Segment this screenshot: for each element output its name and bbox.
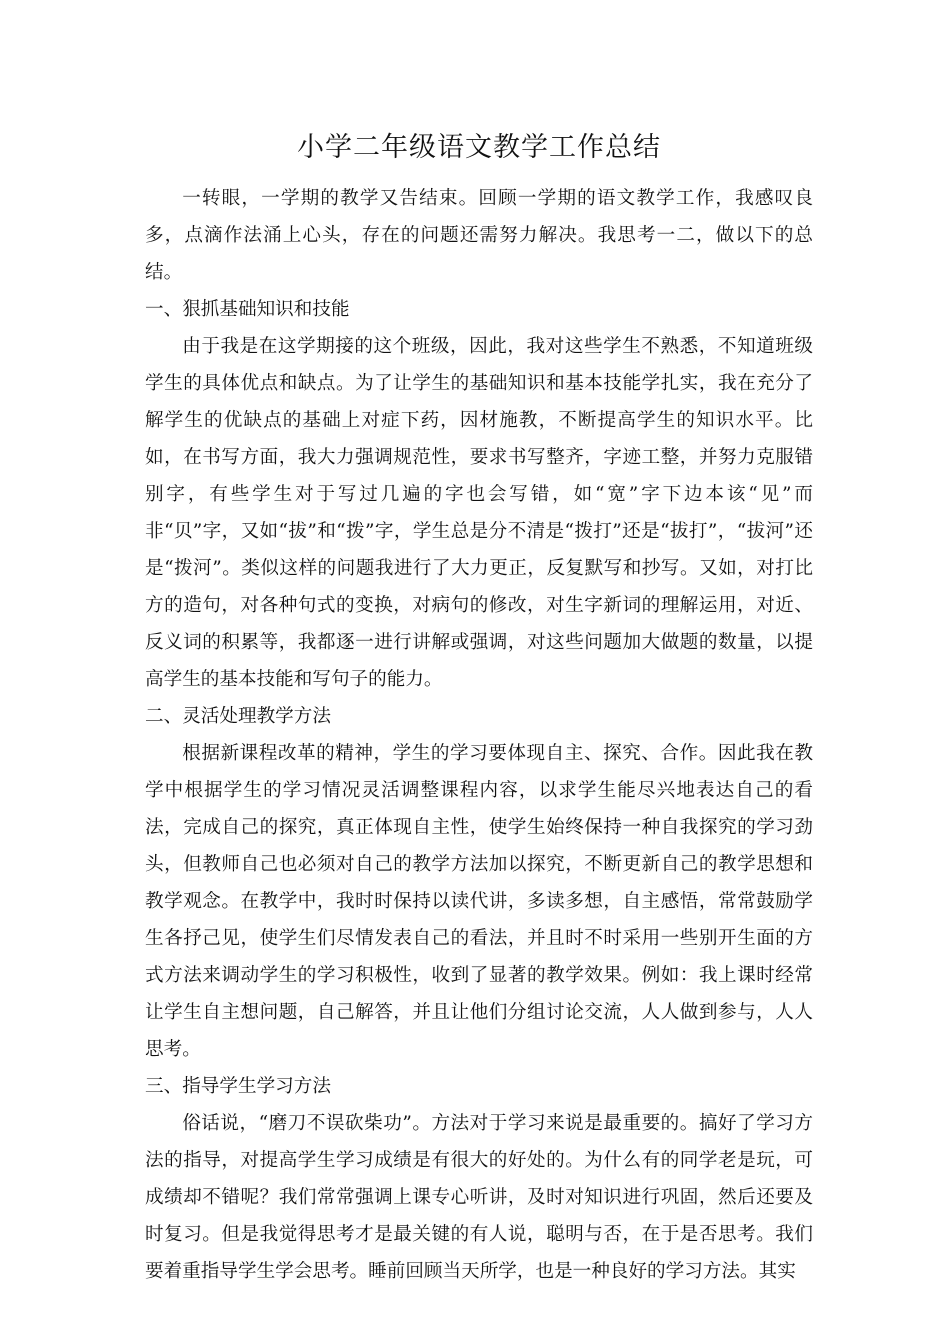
section-heading-2: 二、灵活处理教学方法 xyxy=(145,706,331,727)
document-title: 小学二年级语文教学工作总结 xyxy=(297,132,661,163)
intro-paragraph: 一转眼，一学期的教学又告结束。回顾一学期的语文教学工作，我感叹良多，点滴作法涌上心头，存在的问题还需努力解决。我思考一二，做以下的总结。 xyxy=(145,188,813,283)
section-heading-1: 一、狠抓基础知识和技能 xyxy=(145,299,350,320)
section-body-1: 由于我是在这学期接的这个班级，因此，我对这些学生不熟悉，不知道班级学生的具体优点和缺点。为了让学生的基础知识和基本技能学扎实，我在充分了解学生的优缺点的基础上对症下药，因材施教，不断提高学生的知识水平。比如，在书写方面，我大力强调规范性，要求书写整齐，字迹工整，并努力克服错别字，有些学生对于写过几遍的字也会写错，如“宽”字下边本该“见”而非“贝”字，又如“拔”和“拨”字，学生总是分不清是“拨打”还是“拔打”，“拔河”还是“拨河”。类似这样的问题我进行了大力更正，反复默写和抄写。又如，对打比方的造句，对各种句式的变换，对病句的修改，对生字新词的理解运用，对近、反义词的积累等，我都逐一进行讲解或强调，对这些问题加大做题的数量，以提高学生的基本技能和写句子的能力。 xyxy=(145,336,813,690)
section-body-3: 俗话说，“磨刀不误砍柴功”。方法对于学习来说是最重要的。搞好了学习方法的指导，对提高学生学习成绩是有很大的好处的。为什么有的同学老是玩，可成绩却不错呢？我们常常强调上课专心听讲，及时对知识进行巩固，然后还要及时复习。但是我觉得思考才是最关键的有人说，聪明与否，在于是否思考。我们要着重指导学生学会思考。睡前回顾当天所学，也是一种良好的学习方法。其实 xyxy=(145,1113,813,1282)
section-body-2: 根据新课程改革的精神，学生的学习要体现自主、探究、合作。因此我在教学中根据学生的学习情况灵活调整课程内容，以求学生能尽兴地表达自己的看法，完成自己的探究，真正体现自主性，使学生始终保持一种自我探究的学习劲头，但教师自己也必须对自己的教学方法加以探究，不断更新自己的教学思想和教学观念。在教学中，我时时保持以读代讲，多读多想，自主感悟，常常鼓励学生各抒己见，使学生们尽情发表自己的看法，并且时不时采用一些别开生面的方式方法来调动学生的学习积极性，收到了显著的教学效果。例如：我上课时经常让学生自主想问题，自己解答，并且让他们分组讨论交流，人人做到参与，人人思考。 xyxy=(145,743,813,1060)
section-heading-3: 三、指导学生学习方法 xyxy=(145,1076,331,1097)
document-page xyxy=(145,128,813,1290)
